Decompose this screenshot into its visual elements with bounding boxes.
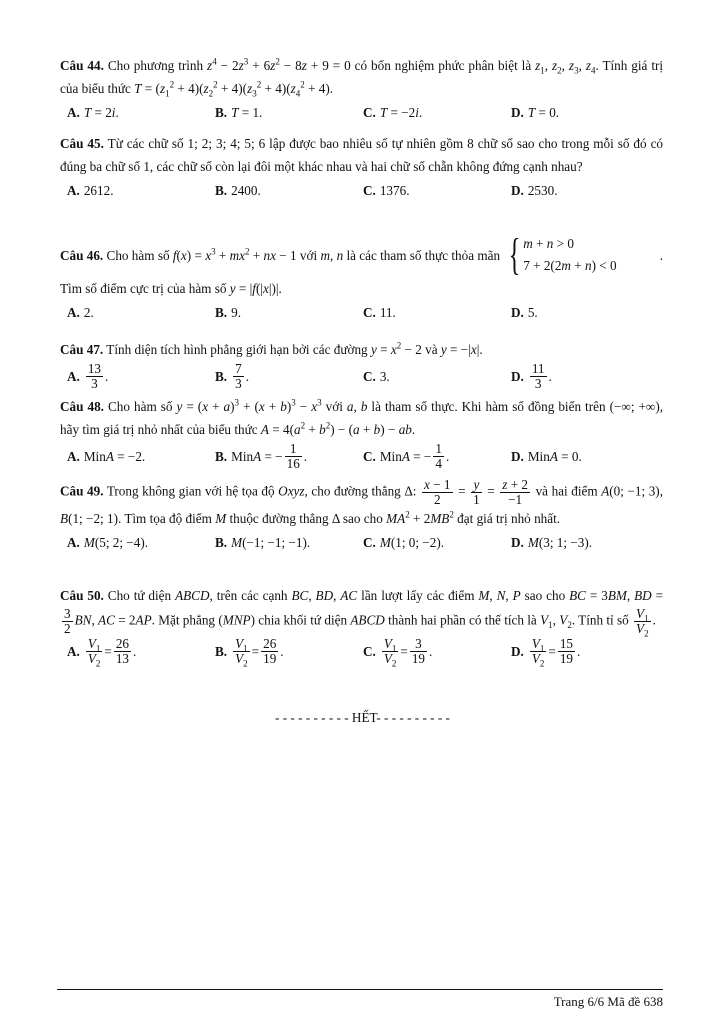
question-46: Câu 46. Cho hàm số $f(x) = x^3 + mx^2$ + nx − 1 với m, n là các tham số thực thỏa mãn { m + n > 0 7 + 2(2m + n) < 0 . Tìm số điểm cực trị của hàm số y = |f(|x|)|. A. 2. B. 9. C. 11. D. 5. bbox=[60, 233, 663, 324]
question-44: Câu 44. Cho phương trình $z^4 - 2z^3 + 6z^2 - 8z + 9 = 0$ có bốn nghiệm phức phân biệt là $z_1$, $z_2$, $z_3$, $z_4$. Tính giá trị của biểu thức $T = (z_1^2 + 4)(z_2^2 + 4)(z_3^2 + 4)(z_4^2 + 4)$. A. T = 2 i . B. T = 1. C. T = −2 i . D. T = 0. bbox=[60, 54, 663, 124]
option-a[interactable]: A. Min A = −2. bbox=[67, 449, 146, 464]
option-a[interactable]: A. $\frac{13}{3}$ . bbox=[67, 361, 109, 391]
option-b[interactable]: B. $\frac{7}{3}$ . bbox=[215, 361, 249, 391]
option-d[interactable]: D. M (3; 1; −3). bbox=[511, 535, 593, 550]
options bbox=[60, 101, 663, 124]
question-49: Câu 49. Trong không gian với hệ tọa độ Oxyz, cho đường thẳng Δ: $\frac{x - 1}{2}$ = $\frac{y}{1}$ = $\frac{z + 2}{-1}$ và hai điểm A(0; −1; 3), B(1; −2; 1). Tìm tọa độ điểm M thuộc đường thẳng Δ sao cho $MA^2 + 2MB^2$ đạt giá trị nhỏ nhất. A. M (5; 2; −4). B. M (−1; −1; −1). C. M (1; 0; −2). D. M (3; 1; −3). bbox=[60, 478, 663, 554]
option-c[interactable]: C. Min A = − $\frac{1}{4}$ . bbox=[363, 441, 450, 471]
option-a[interactable]: A. $\frac{V_1}{V_2}$ = $\frac{26}{13}$ . bbox=[67, 636, 137, 669]
question-number: Câu 49. bbox=[60, 483, 104, 499]
option-a[interactable]: A. M (5; 2; −4). bbox=[67, 535, 149, 550]
option-b[interactable]: B. T = 1. bbox=[215, 105, 263, 120]
question-text: Từ các chữ số 1; 2; 3; 4; 5; 6 lập được bao nhiêu số tự nhiên gồm 8 chữ số sao cho trong mỗi số đó có đúng ba chữ số 1, các chữ số còn lại đôi một khác nhau và hai chữ số chẵn không đứng cạnh nhau? bbox=[60, 136, 664, 174]
question-number: Câu 47. bbox=[60, 342, 104, 357]
options bbox=[60, 179, 663, 202]
footer-divider bbox=[57, 989, 663, 990]
option-a[interactable]: A. T = 2 i . bbox=[67, 105, 119, 120]
option-a[interactable]: A. 2. bbox=[67, 305, 94, 320]
option-d[interactable]: D. 2530. bbox=[511, 183, 558, 198]
question-number: Câu 44. bbox=[60, 58, 104, 73]
option-c[interactable]: C. M (1; 0; −2). bbox=[363, 535, 445, 550]
options bbox=[60, 442, 663, 471]
options bbox=[60, 531, 663, 554]
question-50: Câu 50. Cho tứ diện ABCD, trên các cạnh BC, BD, AC lần lượt lấy các điểm M, N, P sao cho BC = 3BM, BD = $\frac{3}{2}$ BN, AC = 2AP. Mặt phẳng (MNP) chia khối tứ diện ABCD thành hai phần có thể tích là $V_1$, $V_2$. Tính tỉ số $\frac{V_1}{V_2}$ . A. $\frac{V_1}{V_2}$ = $\frac{26}{13}$ . B. $\frac{V_1}{V_2}$ = $\frac{26}{19}$ . C. $\frac{V_1}{V_2}$ = $\frac{3}{19}$ . D. $\frac{V_1}{V_2}$ = $\frac{15}{19}$ . bbox=[60, 588, 664, 669]
option-c[interactable]: C. 11. bbox=[363, 305, 396, 320]
option-d[interactable]: D. $\frac{V_1}{V_2}$ = $\frac{15}{19}$ . bbox=[511, 636, 581, 669]
option-c[interactable]: C. 3. bbox=[363, 369, 390, 384]
question-45 bbox=[60, 132, 663, 202]
condition-system: { m + n > 0 7 + 2(2m + n) < 0 bbox=[508, 230, 617, 279]
option-a[interactable]: A. 2612. bbox=[67, 183, 114, 198]
option-d[interactable]: D. Min A = 0. bbox=[511, 449, 582, 464]
option-b[interactable]: B. $\frac{V_1}{V_2}$ = $\frac{26}{19}$ . bbox=[215, 636, 284, 669]
option-b[interactable]: B. Min A = − $\frac{1}{16}$ . bbox=[215, 441, 308, 471]
question-47: Câu 47. Tính diện tích hình phẳng giới hạn bởi các đường $y = x^2 - 2$ và y = −|x|. A. $\frac{13}{3}$ . B. $\frac{7}{3}$ . C. 3. D. $\frac{11}{3}$ . bbox=[60, 338, 663, 391]
question-number: Câu 50. bbox=[60, 588, 104, 603]
option-c[interactable]: C. T = −2 i . bbox=[363, 105, 423, 120]
end-marker: - - - - - - - - - - HẾT- - - - - - - - - - bbox=[275, 710, 450, 725]
question-number: Câu 45. bbox=[60, 136, 104, 151]
option-c[interactable]: C. $\frac{V_1}{V_2}$ = $\frac{3}{19}$ . bbox=[363, 636, 433, 669]
option-b[interactable]: B. 9. bbox=[215, 305, 241, 320]
option-d[interactable]: D. 5. bbox=[511, 305, 538, 320]
question-number: Câu 48. bbox=[60, 399, 104, 414]
question-number: Câu 46. bbox=[60, 247, 104, 263]
options bbox=[60, 636, 663, 669]
option-d[interactable]: D. T = 0. bbox=[511, 105, 560, 120]
option-b[interactable]: B. M (−1; −1; −1). bbox=[215, 535, 311, 550]
question-48: Câu 48. Cho hàm số $y = (x + a)^3 + (x + b)^3 - x^3$ với a, b là tham số thực. Khi hàm số đồng biến trên (−∞; +∞), hãy tìm giá trị nhỏ nhất của biểu thức $A = 4(a^2 + b^2) - (a + b)$ − ab. A. Min A = −2. B. Min A = − $\frac{1}{16}$ . C. Min A = − $\frac{1}{4}$ . D. Min A = 0. bbox=[60, 397, 664, 471]
page-footer: Trang 6/6 Mã đề 638 bbox=[553, 994, 663, 1009]
option-c[interactable]: C. 1376. bbox=[363, 183, 410, 198]
options bbox=[60, 362, 663, 391]
options bbox=[60, 301, 663, 324]
option-b[interactable]: B. 2400. bbox=[215, 183, 261, 198]
option-d[interactable]: D. $\frac{11}{3}$ . bbox=[511, 361, 552, 391]
